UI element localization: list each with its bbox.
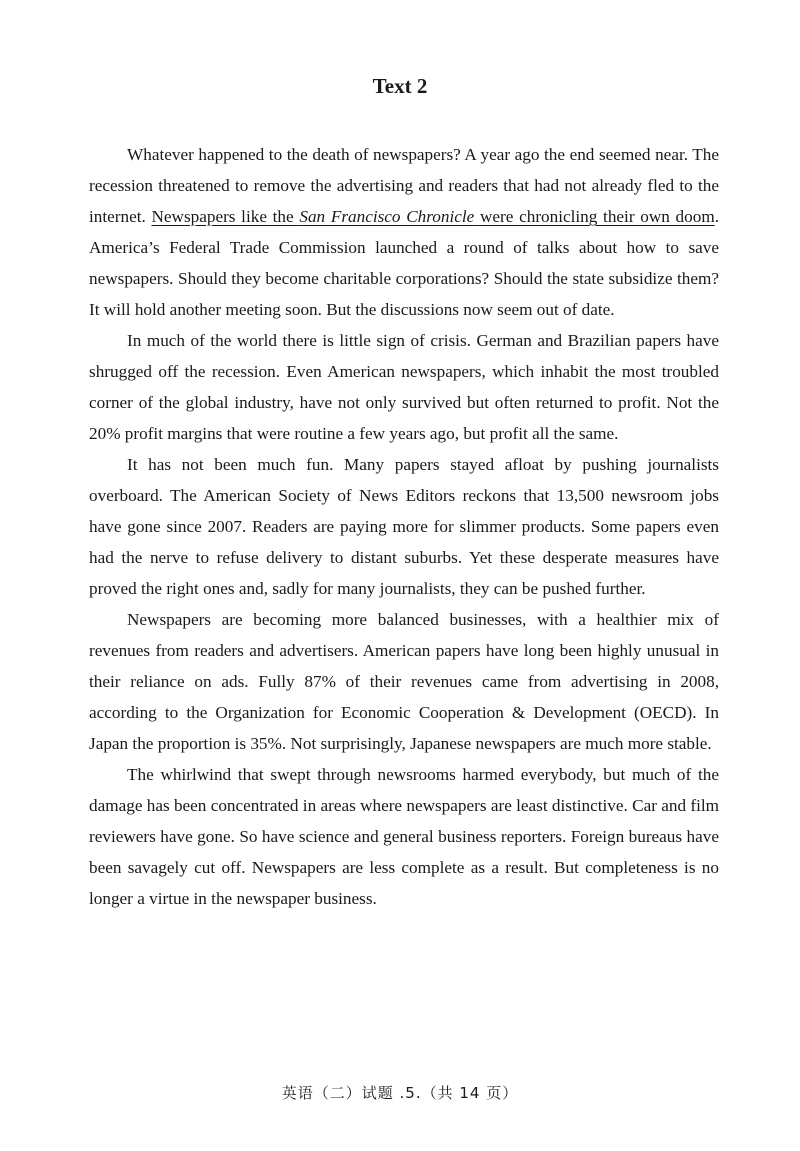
newspaper-name: San Francisco Chronicle <box>299 207 475 226</box>
paragraph-5: The whirlwind that swept through newsrooms harmed everybody, but much of the damage has been concentrated in areas where newspapers are least distinctive. Car and film reviewers have gone. So have science and general business reporters. Foreign bureaus have been savagely cut off. Newspapers are less complete as a result. But completeness is no longer a virtue in the newspaper business. <box>89 765 719 908</box>
underlined-sentence-start: Newspapers like the <box>151 207 300 226</box>
underlined-sentence <box>151 207 714 226</box>
paragraph-3: It has not been much fun. Many papers stayed afloat by pushing journalists overboard. The American Society of News Editors reckons that 13,500 newsroom jobs have gone since 2007. Readers are paying more for slimmer products. Some papers even had the nerve to refuse delivery to distant suburbs. Yet these desperate measures have proved the right ones and, sadly for many journalists, they can be pushed further. <box>89 455 719 598</box>
paragraph-1-after: . America’s Federal Trade Commission launched a round of talks about how to save newspapers. Should they become charitable corporations? Should the state subsidize them? It will hold another meeting soon. But the discussions now seem out of date. <box>89 207 719 319</box>
paragraph-4: Newspapers are becoming more balanced businesses, with a healthier mix of revenues from readers and advertisers. American papers have long been highly unusual in their reliance on ads. Fully 87% of their revenues came from advertising in 2008, according to the Organization for Economic Cooperation & Development (OECD). In Japan the proportion is 35%. Not surprisingly, Japanese newspapers are much more stable. <box>89 610 719 753</box>
page-footer: 英语（二）试题 .5.（共 14 页） <box>281 1084 519 1102</box>
paragraph-1-before: Whatever happened to the death of newspapers? A year ago the end seemed near. The recession threatened to remove the advertising and readers that had not already fled to the internet. <box>89 145 719 226</box>
paragraph-2: In much of the world there is little sign of crisis. German and Brazilian papers have shrugged off the recession. Even American newspapers, which inhabit the most troubled corner of the global industry, have not only survived but often returned to profit. Not the 20% profit margins that were routine a few years ago, but profit all the same. <box>89 331 719 443</box>
section-title: Text 2 <box>372 74 428 98</box>
underlined-sentence-end: were chronicling their own doom <box>474 207 715 226</box>
paragraph-1 <box>89 139 719 325</box>
article-body <box>89 139 719 914</box>
